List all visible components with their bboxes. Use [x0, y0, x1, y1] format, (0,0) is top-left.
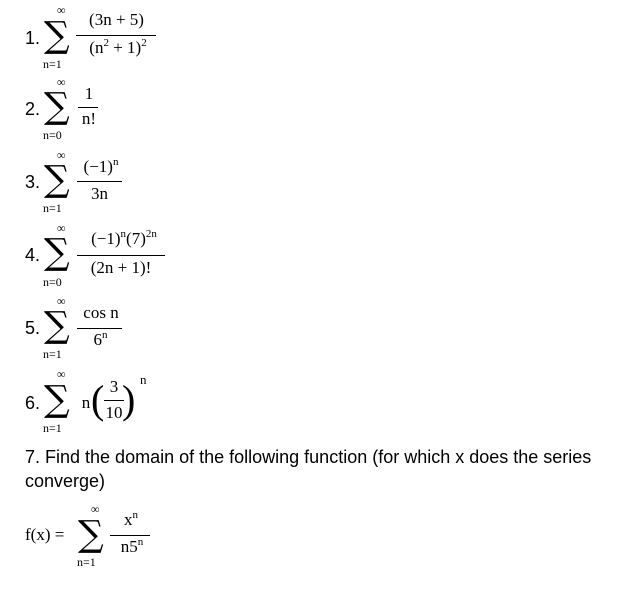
summation-icon: ∑	[44, 86, 70, 127]
fraction-bar	[77, 255, 165, 256]
fraction-bar	[76, 35, 156, 36]
fraction-bar	[78, 107, 98, 108]
sum-lower-limit: n=1	[43, 421, 62, 435]
sum-upper-limit: ∞	[57, 367, 66, 381]
sum-lower-limit: n=1	[43, 201, 62, 215]
summation-icon: ∑	[44, 232, 70, 273]
numerator: $(-1)^n$	[83, 156, 119, 176]
denominator: 6$^n$	[93, 329, 108, 349]
denominator: n5$^n$	[120, 536, 144, 556]
sum-lower-limit: n=0	[43, 128, 62, 142]
denominator: (2n + 1)!	[90, 258, 152, 277]
sum-lower-limit: n=0	[43, 275, 62, 289]
problem-4-number: 4.	[25, 245, 41, 265]
problem-5-number: 5.	[25, 318, 41, 338]
summation-icon: ∑	[44, 379, 70, 420]
denominator: 3n	[91, 184, 108, 203]
problem-6-number: 6.	[25, 393, 41, 413]
sum-upper-limit: ∞	[57, 3, 66, 17]
left-paren: (	[91, 377, 105, 422]
fraction-bar	[110, 535, 150, 536]
fraction-bar	[104, 400, 124, 401]
coefficient: n	[81, 393, 91, 412]
sum-upper-limit: ∞	[91, 502, 100, 516]
numerator: 3	[109, 377, 119, 396]
summation-icon: ∑	[44, 305, 70, 346]
sum-upper-limit: ∞	[57, 221, 66, 235]
question-7-line-1: 7. Find the domain of the following function (for which x does the series	[25, 447, 592, 467]
numerator: $(-1)^n(7)^{2n}$	[91, 228, 157, 248]
denominator: 10	[105, 403, 123, 422]
fraction-bar	[77, 181, 122, 182]
summation-icon: ∑	[44, 15, 70, 56]
function-lhs: f(x) =	[25, 525, 65, 544]
problem-1-number: 1.	[25, 28, 41, 48]
sum-lower-limit: n=1	[77, 555, 96, 569]
summation-icon: ∑	[78, 514, 104, 555]
sum-upper-limit: ∞	[57, 148, 66, 162]
sum-upper-limit: ∞	[57, 75, 66, 89]
numerator: 1	[84, 84, 94, 103]
numerator: (3n + 5)	[89, 10, 144, 29]
right-paren: )	[122, 377, 136, 422]
denominator: n!	[81, 109, 97, 128]
problem-2-number: 2.	[25, 99, 41, 119]
numerator: $x^n$	[124, 509, 138, 529]
problem-3-number: 3.	[25, 172, 41, 192]
numerator: cos n	[83, 303, 119, 322]
summation-icon: ∑	[44, 159, 70, 200]
sum-lower-limit: n=1	[43, 57, 62, 71]
denominator: $(n^2 + 1)^2$	[89, 37, 147, 57]
fraction-bar	[77, 328, 122, 329]
sum-upper-limit: ∞	[57, 294, 66, 308]
question-7-line-2: converge)	[25, 471, 106, 491]
sum-lower-limit: n=1	[43, 347, 62, 361]
exponent: n	[140, 372, 147, 387]
